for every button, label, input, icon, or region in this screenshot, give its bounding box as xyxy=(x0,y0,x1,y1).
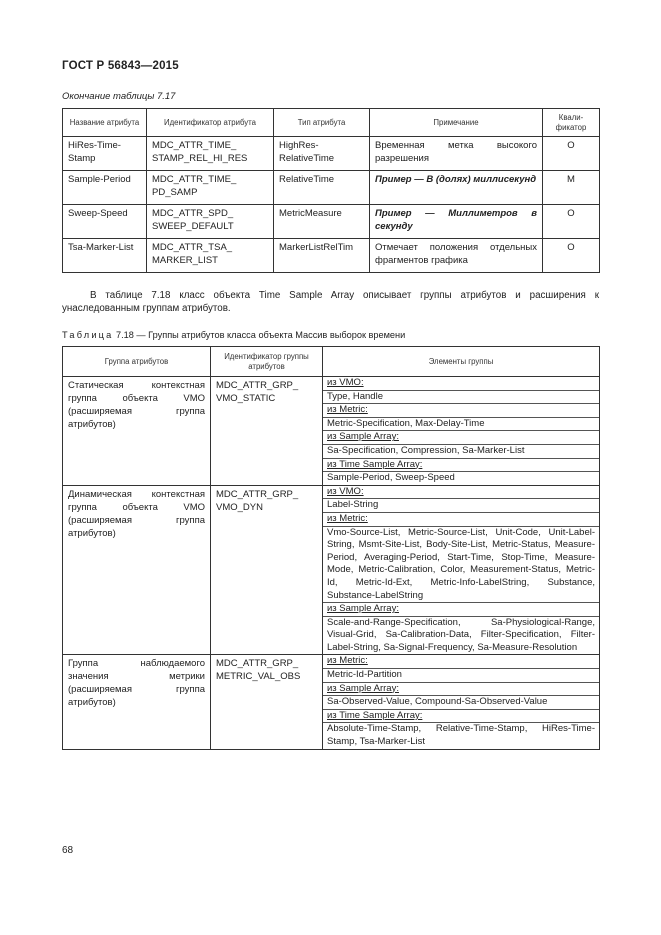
table-caption: Окончание таблицы 7.17 xyxy=(62,91,176,102)
section-label: из Sample Array: xyxy=(323,602,599,616)
attribute-name: Tsa-Marker-List xyxy=(63,239,147,273)
attribute-note: Временная метка высокого разрешения xyxy=(370,137,543,171)
section-text: Sa-Observed-Value, Compound-Sa-Observed-Value xyxy=(323,695,599,709)
attribute-groups-table xyxy=(62,346,600,750)
section-text: Type, Handle xyxy=(323,390,599,404)
attribute-type: MetricMeasure xyxy=(274,205,370,239)
attribute-note: Пример — В (долях) миллисекунд xyxy=(370,171,543,205)
attribute-qualifier: О xyxy=(543,239,600,273)
section-text: Metric-Id-Partition xyxy=(323,668,599,682)
section-text: Sample-Period, Sweep-Speed xyxy=(323,471,599,485)
section-label: из Metric: xyxy=(323,403,599,417)
table-caption xyxy=(62,330,405,340)
section-text: Metric-Specification, Max-Delay-Time xyxy=(323,417,599,431)
group-elements xyxy=(323,377,600,486)
section-label: из Metric: xyxy=(323,512,599,526)
table-row xyxy=(63,239,600,273)
column-header: Примечание xyxy=(370,109,543,137)
document-header: ГОСТ Р 56843—2015 xyxy=(62,60,179,72)
section-text: Label-String xyxy=(323,498,599,512)
section-text: Scale-and-Range-Specification, Sa-Physiological-Range, Visual-Grid, Sa-Calibration-Data, Filter-Specification, Filter-Label-String, Sa-Signal-Frequency, Sa-Measure-Resolution xyxy=(323,616,599,655)
attribute-id: MDC_ATTR_SPD_ SWEEP_DEFAULT xyxy=(147,205,274,239)
column-header: Идентификатор группы атрибутов xyxy=(211,347,323,377)
attribute-type: HighRes-RelativeTime xyxy=(274,137,370,171)
group-id: MDC_ATTR_GRP_ METRIC_VAL_OBS xyxy=(211,655,323,749)
caption-text: 7.18 — Группы атрибутов класса объекта Массив выборок времени xyxy=(116,330,406,340)
section-label: из VMO: xyxy=(327,377,364,388)
attribute-id: MDC_ATTR_TSA_ MARKER_LIST xyxy=(147,239,274,273)
column-header: Название атрибута xyxy=(63,109,147,137)
table-row xyxy=(63,485,600,655)
attribute-id: MDC_ATTR_TIME_ STAMP_REL_HI_RES xyxy=(147,137,274,171)
section-label: из Sample Array: xyxy=(323,682,599,696)
table-row xyxy=(63,377,600,486)
group-name: Динамическая контекстная группа объекта VMO (расширяемая группа атрибутов) xyxy=(63,485,211,655)
column-header: Квали-фикатор xyxy=(543,109,600,137)
attribute-name: Sweep-Speed xyxy=(63,205,147,239)
attribute-qualifier: М xyxy=(543,171,600,205)
caption-prefix: Таблица xyxy=(62,330,114,340)
body-paragraph: В таблице 7.18 класс объекта Time Sample Array описывает группы атрибутов и расширения к унаследованным группам атрибутов. xyxy=(62,290,599,314)
group-elements xyxy=(323,655,600,749)
attribute-id: MDC_ATTR_TIME_ PD_SAMP xyxy=(147,171,274,205)
column-header: Элементы группы xyxy=(323,347,600,377)
section-text: Sa-Specification, Compression, Sa-Marker-List xyxy=(323,444,599,458)
attribute-qualifier: О xyxy=(543,205,600,239)
table-row xyxy=(63,205,600,239)
attribute-type: RelativeTime xyxy=(274,171,370,205)
group-elements xyxy=(323,485,600,655)
group-id: MDC_ATTR_GRP_ VMO_STATIC xyxy=(211,377,323,486)
attribute-name: Sample-Period xyxy=(63,171,147,205)
attribute-note: Пример — Миллиметров в секунду xyxy=(370,205,543,239)
column-header: Тип атрибута xyxy=(274,109,370,137)
section-label: из Time Sample Array: xyxy=(323,458,599,472)
section-label: из Time Sample Array: xyxy=(323,709,599,723)
attributes-table xyxy=(62,108,600,273)
section-label: из VMO: xyxy=(327,485,364,497)
attribute-note: Отмечает положения отдельных фрагментов графика xyxy=(370,239,543,273)
column-header: Идентификатор атрибута xyxy=(147,109,274,137)
group-id: MDC_ATTR_GRP_ VMO_DYN xyxy=(211,485,323,655)
page-number: 68 xyxy=(62,845,74,856)
attribute-type: MarkerListRelTim xyxy=(274,239,370,273)
table-row xyxy=(63,655,600,749)
attribute-name: HiRes-Time-Stamp xyxy=(63,137,147,171)
table-row xyxy=(63,171,600,205)
column-header: Группа атрибутов xyxy=(63,347,211,377)
group-name: Группа наблюдаемого значения метрики (расширяемая группа атрибутов) xyxy=(63,655,211,749)
section-label: из Sample Array: xyxy=(323,430,599,444)
section-text: Absolute-Time-Stamp, Relative-Time-Stamp, HiRes-Time-Stamp, Tsa-Marker-List xyxy=(323,722,599,748)
group-name: Статическая контекстная группа объекта VMO (расширяемая группа атрибутов) xyxy=(63,377,211,486)
section-label: из Metric: xyxy=(327,655,368,667)
section-text: Vmo-Source-List, Metric-Source-List, Unit-Code, Unit-Label-String, Msmt-Site-List, Body-Site-List, Metric-Status, Measure-Period, Averaging-Period, Start-Time, Stop-Time, Measure-Mode, Metric-Calibration, Color, Measurement-Status, Metric-Id, Metric-Id-Ext, Metric-Info-LabelString, Substance, Substance-LabelString xyxy=(323,526,599,603)
table-row xyxy=(63,137,600,171)
attribute-qualifier: О xyxy=(543,137,600,171)
